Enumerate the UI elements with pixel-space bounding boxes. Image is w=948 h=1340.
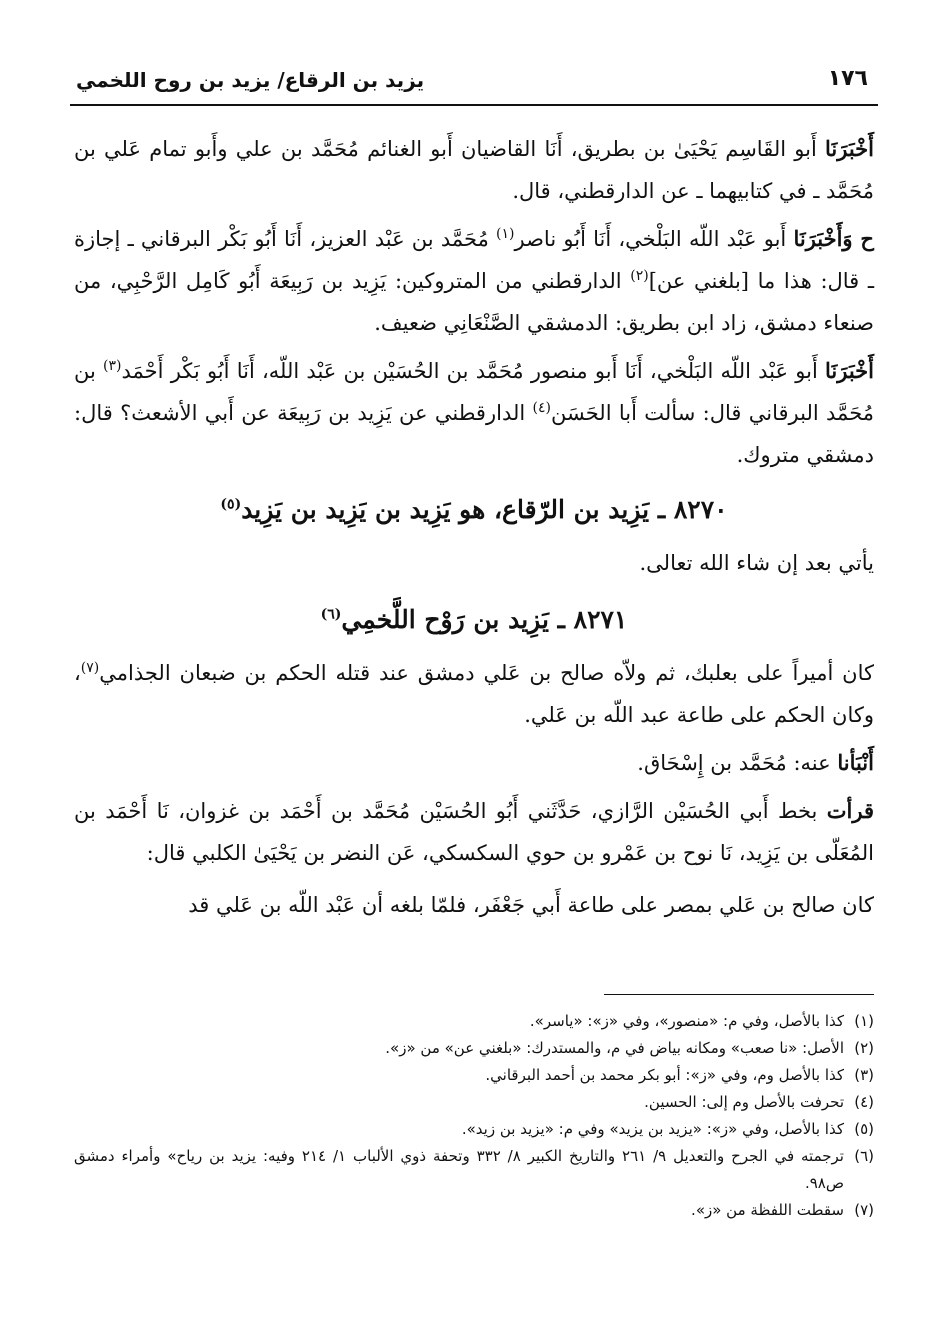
lead-word: أَنْبَأنا <box>837 750 874 775</box>
paragraph-text: أَبو عَبْد اللّه البَلْخي، أَنَا أَبُو ناصر <box>514 227 794 251</box>
footnote-text: كذا بالأصل وم، وفي «ز»: أبو بكر محمد بن أحمد البرقاني. <box>485 1066 844 1084</box>
footnote-text: كذا بالأصل، وفي م: «منصور»، وفي «ز»: «ياسر». <box>529 1012 844 1030</box>
paragraph-2 <box>74 218 874 344</box>
paragraph-entry-8271 <box>74 652 874 736</box>
footnote-number: (٤) <box>854 1093 874 1111</box>
running-header <box>70 62 878 102</box>
paragraph-anba <box>74 742 874 784</box>
paragraph-last <box>74 884 874 926</box>
footnote-item <box>74 1035 874 1062</box>
paragraph-text: كان أميراً على بعلبك، ثم ولاّه صالح بن عَلي دمشق عند قتله الحكم بن ضبعان الجذامي <box>99 661 874 685</box>
footnote-ref-4[interactable]: (٤) <box>532 400 552 416</box>
paragraph-qara <box>74 790 874 874</box>
lead-word: أَخْبَرَنَا <box>825 136 874 161</box>
paragraph-entry-8270 <box>74 542 874 584</box>
footnote-item <box>74 1089 874 1116</box>
page-number: ١٧٦ <box>827 66 868 91</box>
footnote-ref-2[interactable]: (٢) <box>630 268 649 284</box>
header-title: يزيد بن الرقاع/ يزيد بن روح اللخمي <box>76 68 425 92</box>
paragraph-3 <box>74 350 874 476</box>
footnote-item <box>74 1008 874 1035</box>
footnote-text: الأصل: «نا صعب» ومكانه بياض في م، والمستدرك: «بلغني عن» من «ز». <box>385 1039 844 1057</box>
entry-heading-text: ٨٢٧٠ ـ يَزِيد بن الرّقاع، هو يَزِيد بن يَزِيد بن يَزِيد <box>241 495 728 524</box>
footnote-number: (٢) <box>854 1039 874 1057</box>
entry-heading-8270 <box>74 488 874 532</box>
footnote-text: كذا بالأصل، وفي «ز»: «يزيد بن يزيد» وفي م: «يزيد بن زيد». <box>461 1120 844 1138</box>
lead-word: قرأت <box>826 798 874 823</box>
header-rule <box>70 104 878 106</box>
paragraph-text: بخط أَبي الحُسَيْن الرَّازي، حَدَّثَني أَبُو الحُسَيْن مُحَمَّد بن أَحْمَد بن غزوان، نَا أَحْمَد بن المُعَلّى بن يَزِيد، نَا نوح بن عَمْرو بن حوي السكسكي، عَن النضر بن يَحْيَىٰ الكلبي قال: <box>74 799 874 865</box>
footnote-ref-3[interactable]: (٣) <box>103 358 122 374</box>
footnote-item <box>74 1062 874 1089</box>
footnote-number: (٦) <box>854 1147 874 1165</box>
paragraph-text: كان صالح بن عَلي بمصر على طاعة أَبي جَعْفَر، فلمّا بلغه أن عَبْد اللّه بن عَلي قد <box>188 893 874 917</box>
footnote-number: (٧) <box>854 1201 874 1219</box>
footnote-text: سقطت اللفظة من «ز». <box>691 1201 844 1219</box>
entry-heading-8271 <box>74 598 874 642</box>
lead-word: ح وَأَخْبَرَنَا <box>793 226 874 251</box>
footnote-item <box>74 1197 874 1224</box>
paragraph-text: الدارقطني من المتروكين: يَزِيد بن رَبِيعَة أَبُو كَامِل الرَّحْبِي، من صنعاء دمشق، زاد ابن بطريق: الدمشقي الصَّنْعَانِي ضعيف. <box>74 269 874 335</box>
lead-word: أَخْبَرَنَا <box>825 358 874 383</box>
paragraph-text: الدارقطني عن يَزِيد بن رَبِيعَة عن أَبي الأشعث؟ قال: دمشقي متروك. <box>74 401 874 467</box>
footnote-ref-6[interactable]: (٦) <box>320 606 342 623</box>
main-text <box>74 128 874 932</box>
footnote-ref-1[interactable]: (١) <box>496 226 515 242</box>
paragraph-text: يأتي بعد إن شاء الله تعالى. <box>639 551 874 575</box>
footnote-number: (١) <box>854 1012 874 1030</box>
footnote-item <box>74 1116 874 1143</box>
footnote-ref-7[interactable]: (٧) <box>80 660 100 676</box>
footnote-text: تحرفت بالأصل وم إلى: الحسين. <box>644 1093 844 1111</box>
footnote-number: (٣) <box>854 1066 874 1084</box>
entry-heading-text: ٨٢٧١ ـ يَزِيد بن رَوْح اللَّخمِي <box>341 605 628 634</box>
footnote-rule <box>604 994 874 995</box>
paragraph-1 <box>74 128 874 212</box>
paragraph-text: عنه: مُحَمَّد بن إِسْحَاق. <box>637 751 838 775</box>
footnote-text: ترجمته في الجرح والتعديل ٩/ ٢٦١ والتاريخ الكبير ٨/ ٣٣٢ وتحفة ذوي الألباب ١/ ٢١٤ وفيه: يزيد بن رياح» وأمراء دمشق ص٩٨. <box>74 1147 844 1192</box>
paragraph-text: أَبو عَبْد اللّه البَلْخي، أَنَا أَبو منصور مُحَمَّد بن الحُسَيْن بن عَبْد اللّه، أَنَا أَبُو بَكْر أَحْمَد <box>121 359 826 383</box>
footnote-ref-5[interactable]: (٥) <box>220 496 242 513</box>
footnote-number: (٥) <box>854 1120 874 1138</box>
paragraph-text: بن مُحَمَّد البرقاني قال: سألت أَبا الحَسَن <box>74 359 875 425</box>
footnote-item <box>74 1143 874 1197</box>
paragraph-text: ، وكان الحكم على طاعة عبد اللّه بن عَلي. <box>74 661 874 727</box>
paragraph-text: أَبو القَاسِم يَحْيَىٰ بن بطريق، أَنَا القاضيان أَبو الغنائم مُحَمَّد بن علي وأَبو تمام عَلي بن مُحَمَّد ـ في كتابيهما ـ عن الدارقطني، قال. <box>74 137 874 203</box>
paragraph-text: مُحَمَّد بن عَبْد العزيز، أَنَا أَبُو بَكْر البرقاني ـ إجازة ـ قال: هذا ما [بلغني عن] <box>74 227 874 293</box>
footnotes <box>74 1008 874 1224</box>
